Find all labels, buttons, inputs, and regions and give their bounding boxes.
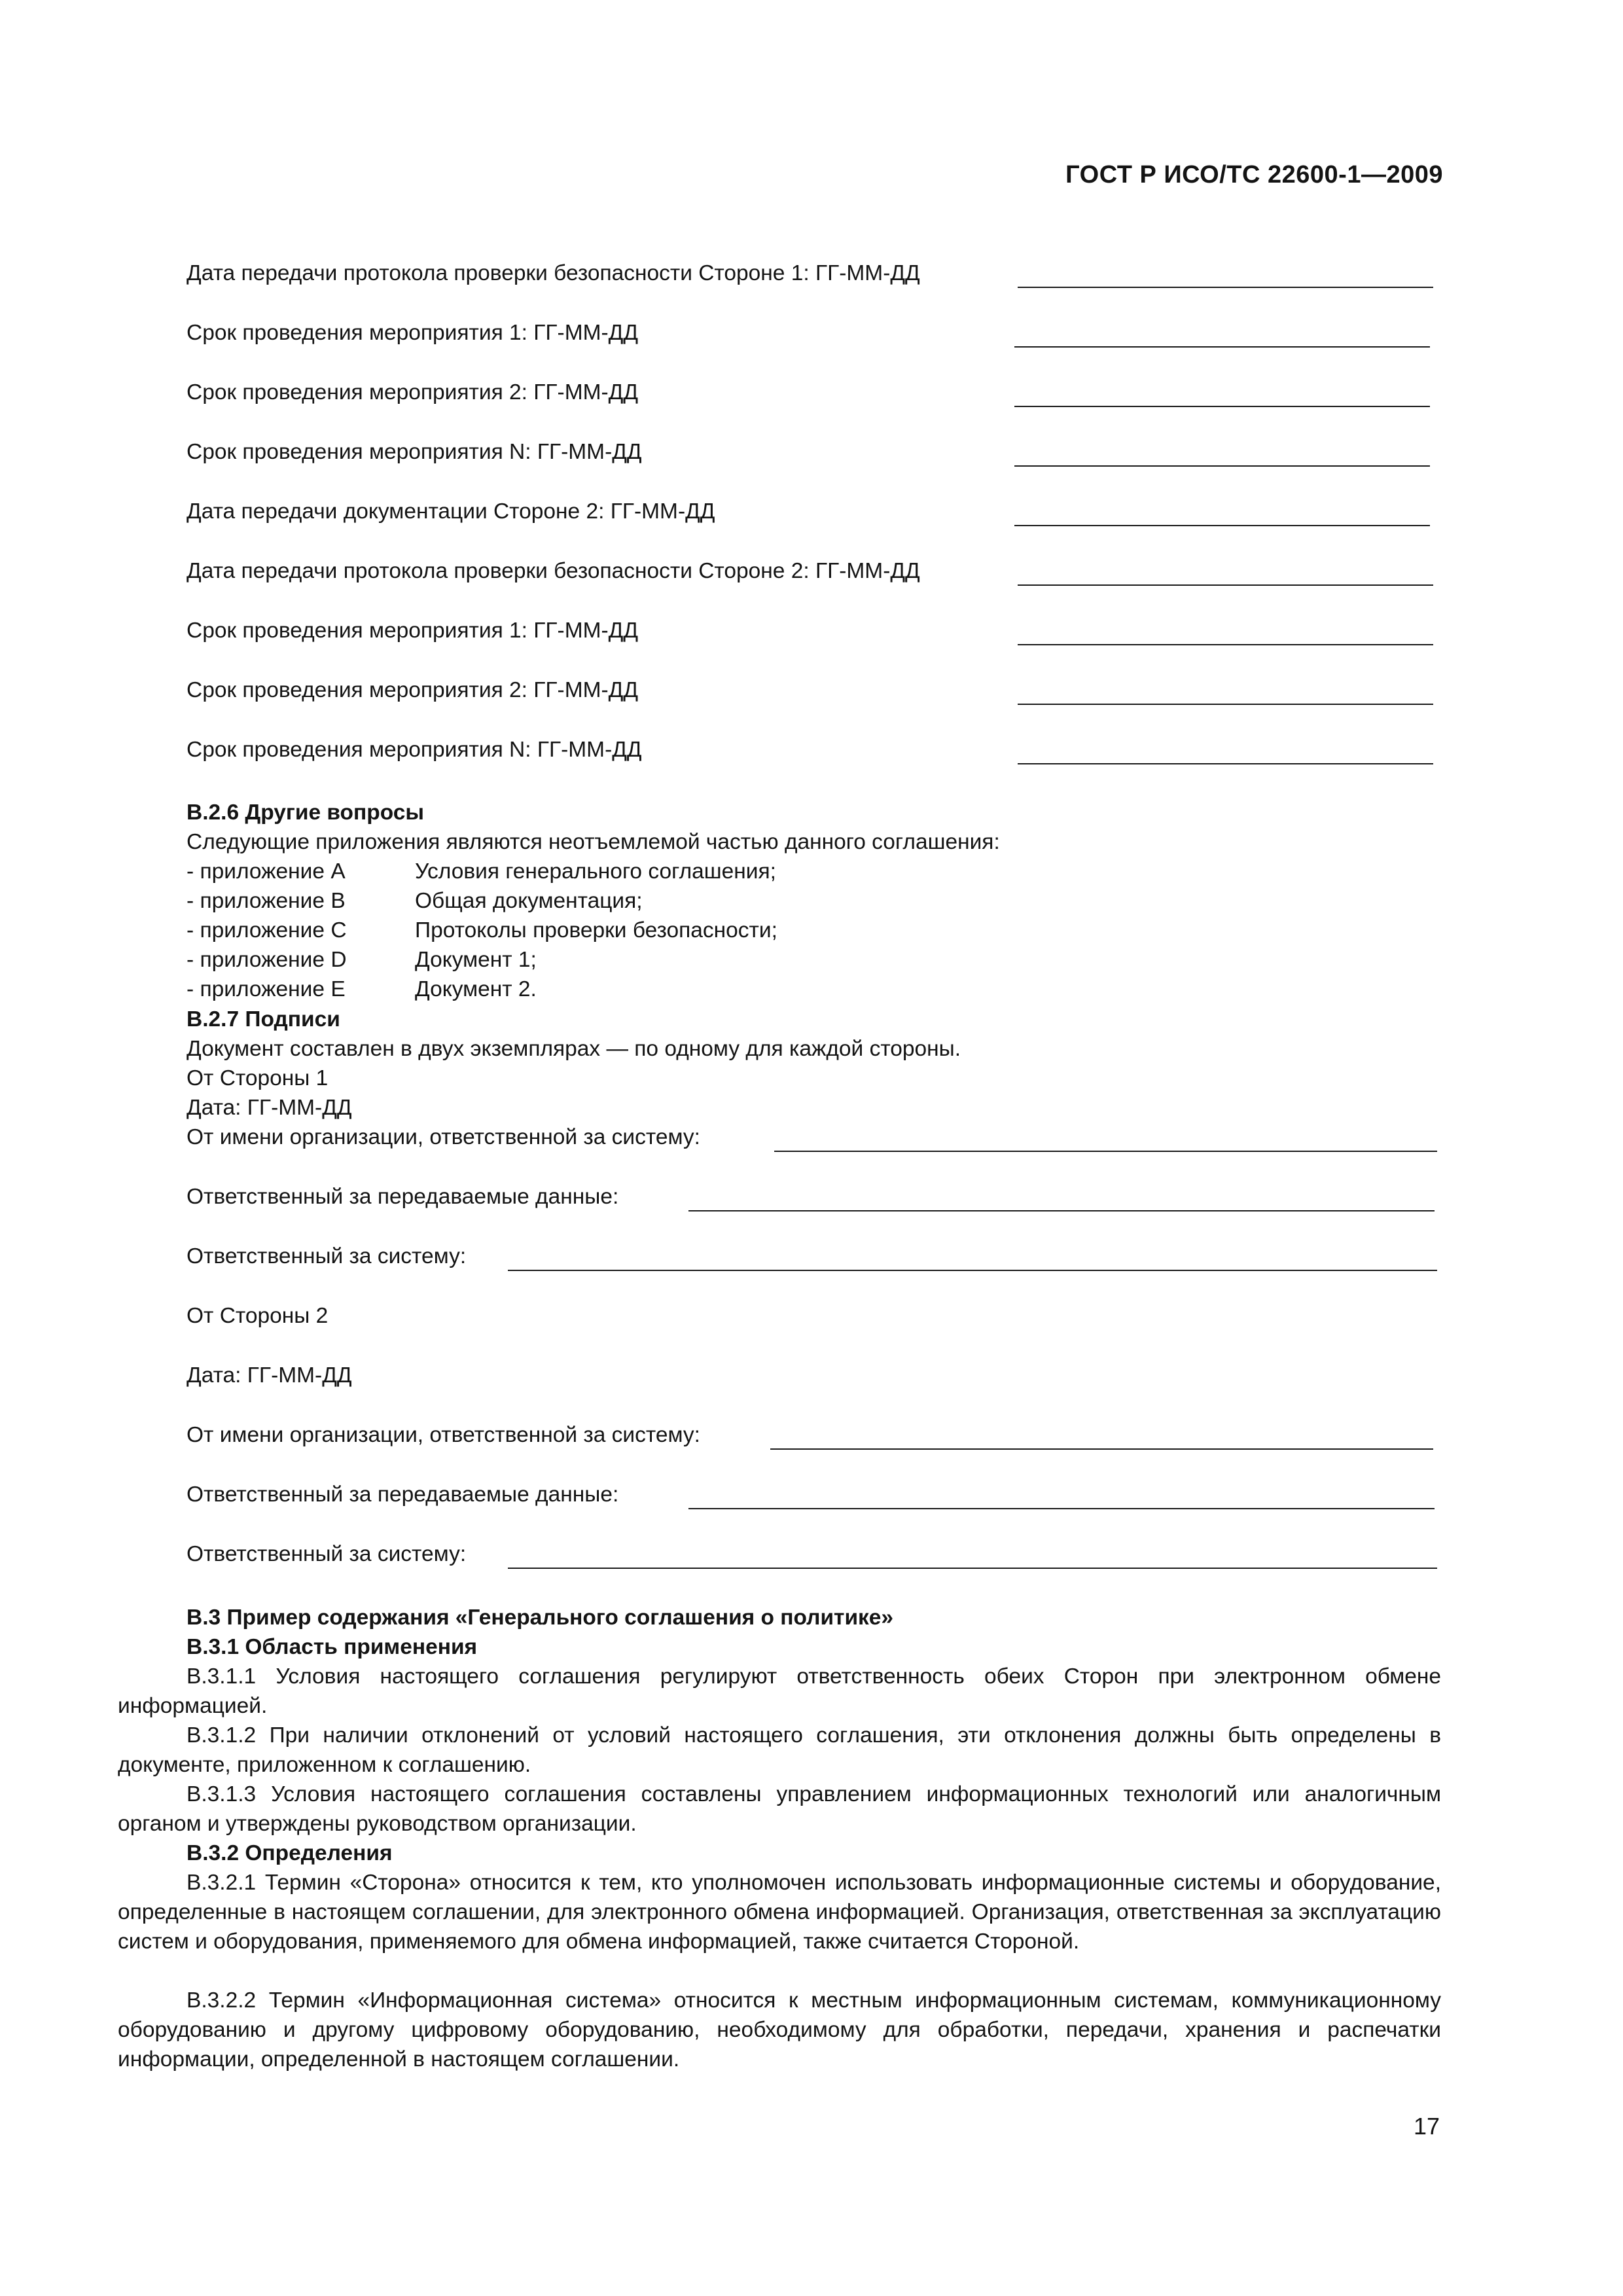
section-heading: В.3 Пример содержания «Генерального соглашения о политике» <box>187 1605 894 1630</box>
form-field-label: Срок проведения мероприятия N: ГГ-ММ-ДД <box>187 440 642 464</box>
section-heading: В.2.6 Другие вопросы <box>187 800 424 825</box>
form-field-label: Срок проведения мероприятия 1: ГГ-ММ-ДД <box>187 321 639 345</box>
blank-line[interactable] <box>1014 346 1430 348</box>
signature-line[interactable] <box>508 1270 1437 1271</box>
document-header: ГОСТ Р ИСО/ТС 22600-1—2009 <box>1065 161 1443 188</box>
date-label: Дата: ГГ-ММ-ДД <box>187 1096 352 1120</box>
signature-line[interactable] <box>774 1151 1437 1152</box>
blank-line[interactable] <box>1018 584 1433 586</box>
section-text: Следующие приложения являются неотъемлемой частью данного соглашения: <box>187 830 1000 854</box>
paragraph: В.3.1.1 Условия настоящего соглашения регулируют ответственность обеих Сторон при электронном обмене информацией. <box>118 1664 1441 1718</box>
appendix-desc: Протоколы проверки безопасности; <box>415 918 777 942</box>
subsection-heading: В.3.1 Область применения <box>187 1635 478 1659</box>
signature-label: Ответственный за систему: <box>187 1244 467 1268</box>
appendix-name: - приложение Е <box>187 977 346 1001</box>
paragraph: В.3.2.1 Термин «Сторона» относится к тем, кто уполномочен использовать информационные системы и оборудование, определенные в настоящем соглашении, для электронного обмена информацией. Организация, ответственная за эксплуатацию систем и оборудования, применяемого для обмена информацией, также считается Стороной. <box>118 1871 1441 1954</box>
blank-line[interactable] <box>1014 406 1430 407</box>
appendix-name: - приложение D <box>187 948 347 972</box>
page-number: 17 <box>1413 2113 1440 2140</box>
appendix-name: - приложение С <box>187 918 347 942</box>
appendix-desc: Документ 1; <box>415 948 537 972</box>
section-text: Документ составлен в двух экземплярах — по одному для каждой стороны. <box>187 1037 961 1061</box>
appendix-name: - приложение А <box>187 859 346 884</box>
signature-line[interactable] <box>508 1568 1437 1569</box>
blank-line[interactable] <box>1014 525 1430 526</box>
appendix-desc: Условия генерального соглашения; <box>415 859 776 884</box>
form-field-label: Дата передачи протокола проверки безопасности Стороне 1: ГГ-ММ-ДД <box>187 261 920 285</box>
appendix-desc: Документ 2. <box>415 977 537 1001</box>
party-label: От Стороны 2 <box>187 1304 329 1328</box>
date-label: Дата: ГГ-ММ-ДД <box>187 1363 352 1388</box>
signature-line[interactable] <box>770 1448 1433 1450</box>
subsection-heading: В.3.2 Определения <box>187 1841 393 1865</box>
form-field-label: Дата передачи протокола проверки безопасности Стороне 2: ГГ-ММ-ДД <box>187 559 920 583</box>
section-heading: В.2.7 Подписи <box>187 1007 340 1031</box>
signature-label: Ответственный за систему: <box>187 1542 467 1566</box>
form-field-label: Срок проведения мероприятия 1: ГГ-ММ-ДД <box>187 619 639 643</box>
signature-line[interactable] <box>688 1508 1435 1509</box>
signature-line[interactable] <box>688 1210 1435 1211</box>
paragraph: В.3.1.2 При наличии отклонений от условий настоящего соглашения, эти отклонения должны быть определены в документе, приложенном к соглашению. <box>118 1723 1441 1777</box>
signature-label: Ответственный за передаваемые данные: <box>187 1482 619 1507</box>
blank-line[interactable] <box>1018 287 1433 288</box>
blank-line[interactable] <box>1018 644 1433 645</box>
form-field-label: Срок проведения мероприятия N: ГГ-ММ-ДД <box>187 738 642 762</box>
appendix-name: - приложение В <box>187 889 346 913</box>
paragraph: В.3.1.3 Условия настоящего соглашения составлены управлением информационных технологий или аналогичным органом и утверждены руководством организации. <box>118 1782 1441 1836</box>
blank-line[interactable] <box>1018 763 1433 764</box>
appendix-desc: Общая документация; <box>415 889 643 913</box>
form-field-label: Срок проведения мероприятия 2: ГГ-ММ-ДД <box>187 678 639 702</box>
form-field-label: Дата передачи документации Стороне 2: ГГ-ММ-ДД <box>187 499 715 524</box>
party-label: От Стороны 1 <box>187 1066 329 1090</box>
form-field-label: Срок проведения мероприятия 2: ГГ-ММ-ДД <box>187 380 639 404</box>
signature-label: От имени организации, ответственной за систему: <box>187 1423 700 1447</box>
blank-line[interactable] <box>1018 704 1433 705</box>
signature-label: Ответственный за передаваемые данные: <box>187 1185 619 1209</box>
signature-label: От имени организации, ответственной за систему: <box>187 1125 700 1149</box>
paragraph: В.3.2.2 Термин «Информационная система» относится к местным информационным системам, коммуникационному оборудованию и другому цифровому оборудованию, необходимому для обработки, передачи, хранения и распечатки информации, определенной в настоящем соглашении. <box>118 1988 1441 2072</box>
blank-line[interactable] <box>1014 465 1430 467</box>
